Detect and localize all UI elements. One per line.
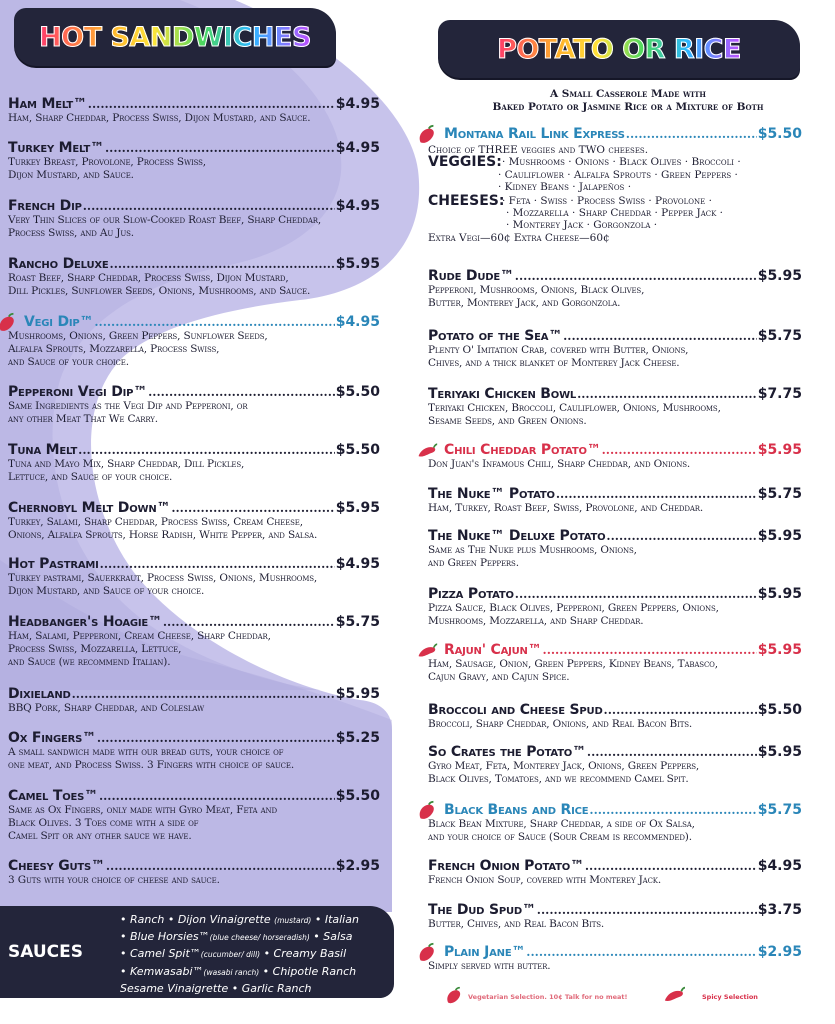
item-name: The Nuke™ Deluxe Potato xyxy=(428,528,606,544)
red-chili-icon xyxy=(662,984,686,1006)
item-name: Rancho Deluxe xyxy=(8,256,109,272)
cheeses-line: · Monterey Jack · Gorgonzola · xyxy=(506,219,658,232)
green-pepper-icon xyxy=(444,986,464,1006)
item-description: Turkey pastrami, Sauerkraut, Process Swiss, Onions, Mushrooms, xyxy=(8,572,318,584)
item-price: $5.95 xyxy=(335,686,380,702)
item-price: $5.75 xyxy=(757,486,802,502)
item-description: Turkey, Salami, Sharp Cheddar, Process Swiss, Cream Cheese, xyxy=(8,516,303,528)
sauce-note: (blue cheese/ horseradish) xyxy=(209,933,310,943)
item-description: Alfalfa Sprouts, Mozzarella, Process Swiss, xyxy=(8,342,220,355)
dot-leader xyxy=(88,97,335,111)
item-name: The Nuke™ Potato xyxy=(428,486,555,502)
item-price: $5.95 xyxy=(335,256,380,272)
item-name: French Onion Potato™ xyxy=(428,858,584,874)
menu-item xyxy=(8,614,380,668)
legend-spicy: Spicy Selection xyxy=(702,993,758,1001)
sauce-note: (cucumber/ dill) xyxy=(200,950,261,960)
menu-item xyxy=(428,268,802,310)
item-name: Pepperoni Vegi Dip™ xyxy=(8,384,148,400)
menu-item xyxy=(428,744,802,786)
potato-intro-line: A Small Casserole Made with xyxy=(549,88,707,100)
dot-leader xyxy=(163,615,335,629)
dot-leader xyxy=(100,557,335,571)
sauce-line xyxy=(120,964,390,981)
dot-leader xyxy=(537,903,757,917)
item-price: $5.25 xyxy=(335,730,380,746)
item-description: Sesame Seeds, and Green Onions. xyxy=(428,414,587,427)
sauce-text: • Ranch • Dijon Vinaigrette xyxy=(120,913,275,926)
item-price: $5.75 xyxy=(757,802,802,818)
dot-leader xyxy=(110,257,335,271)
item-description: Mushrooms, Onions, Green Peppers, Sunflower Seeds, xyxy=(8,330,268,342)
item-description: Same Ingredients as the Vegi Dip and Pepperoni, or xyxy=(8,400,248,412)
menu-item xyxy=(428,642,802,684)
item-description: Dijon Mustard, and Sauce. xyxy=(8,168,134,181)
item-price: $4.95 xyxy=(335,140,380,156)
item-name: So Crates the Potato™ xyxy=(428,744,586,760)
item-description: and your choice of Sauce (Sour Cream is recommended). xyxy=(428,830,692,843)
item-description: Ham, Turkey, Roast Beef, Swiss, Provolone, and Cheddar. xyxy=(428,502,704,514)
item-name: The Dud Spud™ xyxy=(428,902,536,918)
item-description: Pizza Sauce, Black Olives, Pepperoni, Green Peppers, Onions, xyxy=(428,602,719,614)
item-description: Process Swiss, Mozzarella, Lettuce, xyxy=(8,642,182,655)
item-description: Lettuce, and Sauce of your choice. xyxy=(8,470,173,483)
sauce-note: (mustard) xyxy=(274,916,312,925)
item-description: and Sauce of your choice. xyxy=(8,355,129,368)
item-name: Hot Pastrami xyxy=(8,556,99,572)
item-description: Tuna and Mayo Mix, Sharp Cheddar, Dill Pickles, xyxy=(8,458,245,470)
dot-leader xyxy=(543,643,757,657)
sauce-line xyxy=(120,981,390,998)
dot-leader xyxy=(106,859,335,873)
sauce-line xyxy=(120,912,390,929)
item-price: $4.95 xyxy=(757,858,802,874)
item-price: $5.95 xyxy=(757,744,802,760)
potato-intro-line: Baked Potato or Jasmine Rice or a Mixture of Both xyxy=(492,101,764,113)
item-name: Dixieland xyxy=(8,686,71,702)
dot-leader xyxy=(585,859,757,873)
item-description: Black Bean Mixture, Sharp Cheddar, a side of Ox Salsa, xyxy=(428,818,695,830)
item-price: $4.95 xyxy=(335,198,380,214)
item-description: Ham, Salami, Pepperoni, Cream Cheese, Sharp Cheddar, xyxy=(8,630,271,642)
sauce-note: (wasabi ranch) xyxy=(203,967,260,977)
extras-line: Extra Vegi—60¢ Extra Cheese—60¢ xyxy=(428,231,610,244)
item-name: Montana Rail Link Express xyxy=(444,126,625,142)
sauce-text: • Camel Spit™ xyxy=(120,947,201,961)
item-description: Simply served with butter. xyxy=(428,960,551,972)
sauce-text: Sesame Vinaigrette • Garlic Ranch xyxy=(120,981,312,995)
item-name: Tuna Melt xyxy=(8,442,78,458)
item-description: Dijon Mustard, and Sauce of your choice. xyxy=(8,584,205,597)
hot-sandwiches-title: HOT SANDWICHES xyxy=(39,21,311,53)
dot-leader xyxy=(606,529,756,543)
menu-item xyxy=(8,556,380,598)
item-name: Cheesy Guts™ xyxy=(8,858,105,874)
menu-item xyxy=(428,328,802,370)
item-name: Black Beans and Rice xyxy=(444,802,589,818)
menu-item xyxy=(8,198,380,240)
hot-sandwiches-banner xyxy=(14,8,336,66)
item-description: any other Meat That We Carry. xyxy=(8,412,158,425)
item-price: $5.95 xyxy=(757,442,802,458)
item-description: Onions, Alfalfa Sprouts, Horse Radish, White Pepper, and Salsa. xyxy=(8,528,318,541)
dot-leader xyxy=(589,803,756,817)
item-description: Black Olives, Tomatoes, and we recommend Camel Spit. xyxy=(428,772,689,785)
item-price: $4.95 xyxy=(335,96,380,112)
menu-item xyxy=(428,802,802,844)
item-description: Ham, Sausage, Onion, Green Peppers, Kidney Beans, Tabasco, xyxy=(428,658,718,670)
item-price: $3.75 xyxy=(757,902,802,918)
item-description: Chives, and a thick blanket of Monterey Jack Cheese. xyxy=(428,356,680,369)
dot-leader xyxy=(99,789,335,803)
green-pepper-icon xyxy=(416,942,438,964)
menu-item xyxy=(8,686,380,715)
item-description: Same as Ox Fingers, only made with Gyro Meat, Feta and xyxy=(8,804,277,816)
dot-leader xyxy=(72,687,335,701)
veggies-line: · Mushrooms · Onions · Black Olives · Broccoli · xyxy=(502,156,741,169)
menu-item xyxy=(8,788,380,842)
item-price: $2.95 xyxy=(335,858,380,874)
item-price: $2.95 xyxy=(757,944,802,960)
item-name: Chili Cheddar Potato™ xyxy=(444,442,601,458)
menu-item-montana-rail-link-express xyxy=(428,126,802,142)
item-description: BBQ Pork, Sharp Cheddar, and Coleslaw xyxy=(8,702,205,714)
item-price: $5.50 xyxy=(335,788,380,804)
cheeses-line: · Mozzarella · Sharp Cheddar · Pepper Jack · xyxy=(506,207,724,220)
menu-item xyxy=(8,500,380,542)
item-description: Camel Spit or any other sauce we have. xyxy=(8,829,192,842)
item-description: Plenty O' Imitation Crab, covered with Butter, Onions, xyxy=(428,344,689,356)
item-name: Broccoli and Cheese Spud xyxy=(428,702,603,718)
item-price: $5.75 xyxy=(335,614,380,630)
dot-leader xyxy=(563,329,757,343)
dot-leader xyxy=(515,587,757,601)
item-price: $7.75 xyxy=(757,386,802,402)
sauce-text: • Chipotle Ranch xyxy=(259,964,357,978)
menu-item xyxy=(8,858,380,887)
menu-item xyxy=(428,702,802,731)
veggies-label: VEGGIES: xyxy=(428,154,502,171)
red-chili-icon xyxy=(416,440,438,462)
item-price: $4.95 xyxy=(335,556,380,572)
item-price: $5.75 xyxy=(757,328,802,344)
veggies-line: · Cauliflower · Alfalfa Sprouts · Green Peppers · xyxy=(498,168,738,181)
item-price: $5.95 xyxy=(757,642,802,658)
item-description: Turkey Breast, Provolone, Process Swiss, xyxy=(8,156,206,168)
dot-leader xyxy=(587,745,757,759)
sauce-line xyxy=(120,946,390,963)
dot-leader xyxy=(105,141,335,155)
menu-item xyxy=(428,586,802,628)
item-price: $4.95 xyxy=(335,314,380,330)
item-description: A small sandwich made with our bread guts, your choice of xyxy=(8,746,284,758)
item-price: $5.50 xyxy=(335,442,380,458)
item-name: Vegi Dip™ xyxy=(24,314,94,330)
item-name: Chernobyl Melt Down™ xyxy=(8,500,171,516)
cheeses-label: CHEESES: xyxy=(428,192,505,209)
item-name: Pizza Potato xyxy=(428,586,514,602)
menu-item xyxy=(8,96,380,125)
item-description: one meat, and Process Swiss. 3 Fingers with choice of sauce. xyxy=(8,758,295,771)
green-pepper-icon xyxy=(416,124,438,146)
menu-item xyxy=(428,858,802,887)
dot-leader xyxy=(148,385,335,399)
item-price: $5.95 xyxy=(757,268,802,284)
item-description: Butter, Chives, and Real Bacon Bits. xyxy=(428,918,605,930)
sauces-title: SAUCES xyxy=(8,942,84,962)
potato-intro xyxy=(428,88,828,114)
item-description: Gyro Meat, Feta, Monterey Jack, Onions, Green Peppers, xyxy=(428,760,700,772)
item-price: $5.95 xyxy=(757,528,802,544)
item-description: Process Swiss, and Au Jus. xyxy=(8,226,134,239)
cheeses-line: · Feta · Swiss · Process Swiss · Provolone · xyxy=(502,194,712,207)
dot-leader xyxy=(171,501,334,515)
sauce-line xyxy=(120,929,390,946)
menu-item xyxy=(428,944,802,973)
item-description: and Sauce (we recommend Italian). xyxy=(8,655,171,668)
potato-or-rice-title: POTATO OR RICE xyxy=(497,33,741,65)
item-description: Broccoli, Sharp Cheddar, Onions, and Real Bacon Bits. xyxy=(428,718,693,730)
item-name: Teriyaki Chicken Bowl xyxy=(428,386,577,402)
legend-vegetarian: Vegetarian Selection. 10¢ Talk for no meat! xyxy=(468,993,628,1001)
dot-leader xyxy=(626,127,757,141)
dot-leader xyxy=(604,703,757,717)
item-description: Pepperoni, Mushrooms, Onions, Black Olives, xyxy=(428,284,645,296)
item-name: Ox Fingers™ xyxy=(8,730,96,746)
menu-item xyxy=(8,314,380,368)
menu-item xyxy=(8,730,380,772)
dot-leader xyxy=(94,315,334,329)
item-description: Teriyaki Chicken, Broccoli, Cauliflower, Onions, Mushrooms, xyxy=(428,402,721,414)
item-price: $5.95 xyxy=(757,586,802,602)
item-name: Rude Dude™ xyxy=(428,268,514,284)
green-pepper-icon xyxy=(0,312,18,334)
item-description: Roast Beef, Sharp Cheddar, Process Swiss, Dijon Mustard, xyxy=(8,272,289,284)
menu-item xyxy=(428,486,802,515)
item-name: Camel Toes™ xyxy=(8,788,98,804)
legend xyxy=(440,988,800,1006)
green-pepper-icon xyxy=(416,800,438,822)
dot-leader xyxy=(97,731,335,745)
montana-choice: Choice of THREE veggies and TWO cheeses. xyxy=(428,144,649,156)
item-price: $5.50 xyxy=(757,126,802,142)
item-price: $5.95 xyxy=(335,500,380,516)
sauce-text: • Blue Horsies™ xyxy=(120,930,210,944)
menu-item xyxy=(8,256,380,298)
item-description: Don Juan's Infamous Chili, Sharp Cheddar, and Onions. xyxy=(428,458,691,470)
item-price: $5.50 xyxy=(757,702,802,718)
dot-leader xyxy=(78,443,335,457)
dot-leader xyxy=(526,945,756,959)
item-name: French Dip xyxy=(8,198,82,214)
red-chili-icon xyxy=(416,640,438,662)
dot-leader xyxy=(515,269,757,283)
item-description: French Onion Soup, covered with Monterey Jack. xyxy=(428,874,662,886)
potato-or-rice-banner xyxy=(438,20,800,78)
item-price: $5.50 xyxy=(335,384,380,400)
item-description: Dill Pickles, Sunflower Seeds, Onions, Mushrooms, and Sauce. xyxy=(8,284,311,297)
item-description: Same as The Nuke plus Mushrooms, Onions, xyxy=(428,544,637,556)
dot-leader xyxy=(83,199,335,213)
montana-options xyxy=(428,144,808,244)
menu-item xyxy=(8,140,380,182)
dot-leader xyxy=(602,443,757,457)
item-name: Ham Melt™ xyxy=(8,96,87,112)
item-description: Butter, Monterey Jack, and Gorgonzola. xyxy=(428,296,621,309)
menu-item xyxy=(428,902,802,931)
menu-item xyxy=(428,386,802,428)
sauce-list xyxy=(120,912,390,998)
sauce-text: • Creamy Basil xyxy=(260,947,347,961)
item-description: and Green Peppers. xyxy=(428,556,519,569)
item-name: Rajun' Cajun™ xyxy=(444,642,542,658)
item-description: Cajun Gravy, and Cajun Spice. xyxy=(428,670,570,683)
sauce-text: • Kemwasabi™ xyxy=(120,964,204,978)
veggies-line: · Kidney Beans · Jalapeños · xyxy=(498,181,632,194)
item-description: Mushrooms, Mozzarella, and Sharp Cheddar. xyxy=(428,614,644,627)
item-name: Potato of the Sea™ xyxy=(428,328,563,344)
sauce-text: • Salsa xyxy=(309,930,353,944)
dot-leader xyxy=(556,487,757,501)
item-description: Black Olives. 3 Toes come with a side of xyxy=(8,816,199,829)
item-description: Very Thin Slices of our Slow-Cooked Roast Beef, Sharp Cheddar, xyxy=(8,214,322,226)
item-name: Plain Jane™ xyxy=(444,944,526,960)
menu-item xyxy=(428,528,802,570)
item-description: Ham, Sharp Cheddar, Process Swiss, Dijon Mustard, and Sauce. xyxy=(8,112,311,124)
menu-item xyxy=(8,384,380,426)
menu-item xyxy=(8,442,380,484)
sauces-panel xyxy=(0,906,394,998)
item-name: Headbanger's Hoagie™ xyxy=(8,614,162,630)
item-description: 3 Guts with your choice of cheese and sauce. xyxy=(8,874,220,886)
sauce-text: • Italian xyxy=(311,913,359,926)
dot-leader xyxy=(577,387,757,401)
menu-item xyxy=(428,442,802,471)
item-name: Turkey Melt™ xyxy=(8,140,104,156)
